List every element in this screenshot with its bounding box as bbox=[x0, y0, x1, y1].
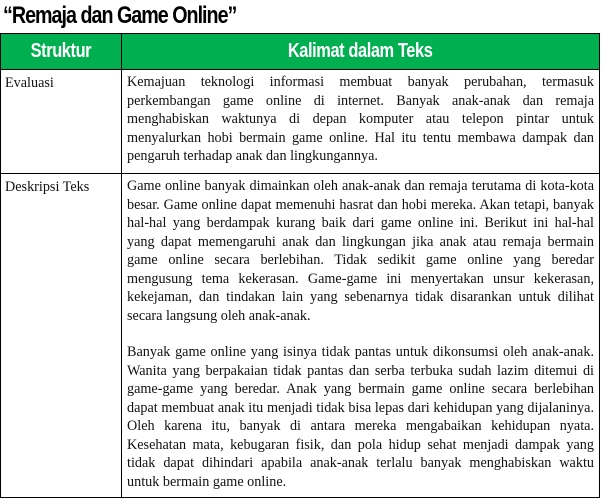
header-kalimat bbox=[122, 34, 600, 70]
table-header-row bbox=[1, 34, 600, 70]
table-row bbox=[1, 70, 600, 174]
row-label-deskripsi: Deskripsi Teks bbox=[1, 174, 122, 498]
header-struktur bbox=[1, 34, 122, 70]
document-title: “Remaja dan Game Online” bbox=[3, 2, 237, 29]
paragraph: Banyak game online yang isinya tidak pantas untuk dikonsumsi oleh anak-anak. Wanita yang berpakaian tidak pantas dan serba terbuka sudah lazim ditemui di game-game yang beredar. Anak yang bermain game online secara berlebihan dapat membuat anak itu menjadi tidak bisa lepas dari kehidupan yang dijalaninya. Oleh karena itu, banyak di antara mereka mengabaikan kehidupan nyata. Kesehatan mata, kebugaran fisik, dan pola hidup sehat menjadi dampak yang tidak dapat dihindari apabila anak-anak terlalu banyak menghabiskan waktu untuk bermain game online. bbox=[127, 344, 594, 490]
paragraph: Kemajuan teknologi informasi membuat banyak perubahan, termasuk perkembangan game online di internet. Banyak anak-anak dan remaja menghabiskan waktunya di depan komputer atau telepon pintar untuk menyalurkan hobi bermain game online. Hal itu tentu membawa dampak dan pengaruh terhadap anak dan lingkungannya. bbox=[127, 74, 594, 164]
row-label-evaluasi: Evaluasi bbox=[1, 70, 122, 174]
table-row bbox=[1, 174, 600, 498]
paragraph: Game online banyak dimainkan oleh anak-anak dan remaja terutama di kota-kota besar. Game online dapat memenuhi hasrat dan hobi mereka. Akan tetapi, banyak hal-hal yang berdampak kurang baik dari game online ini. Berikut ini hal-hal yang dapat memengaruhi anak dan lingkungan jika anak atau remaja bermain game online secara berlebihan. Tidak sedikit game online yang beredar mengusung tema kekerasan. Game-game ini menyertakan unsur kekerasan, kekejaman, dan tindakan lain yang sebenarnya tidak disarankan untuk dilihat secara langsung oleh anak-anak. bbox=[127, 178, 594, 324]
structure-table bbox=[0, 33, 600, 498]
row-text-evaluasi bbox=[122, 70, 600, 174]
header-struktur-label: Struktur bbox=[30, 40, 92, 62]
row-text-deskripsi bbox=[122, 174, 600, 498]
header-kalimat-label: Kalimat dalam Teks bbox=[288, 40, 433, 62]
